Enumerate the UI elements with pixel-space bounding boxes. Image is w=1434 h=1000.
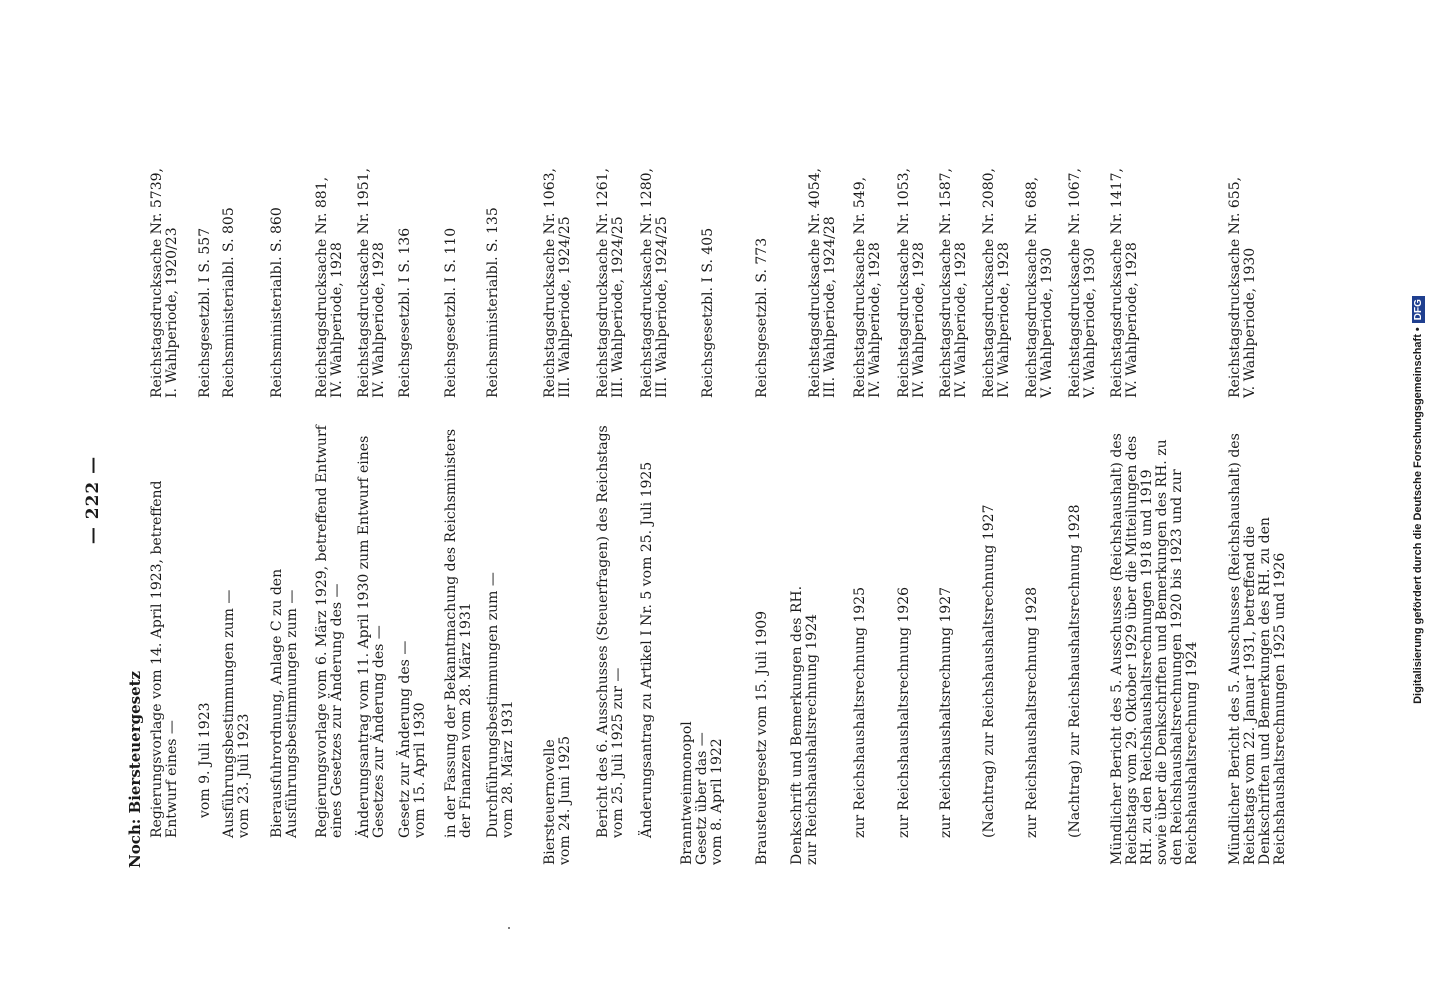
entry-title: Bericht des 6. Ausschusses (Steuerfragen) des Reichstags vom 25. Juli 1925 zur — (595, 425, 626, 838)
section-heading: Noch: Biersteuergesetz (126, 670, 144, 868)
entry-reference: Reichstagsdrucksache Nr. 1261, III. Wahlperiode, 1924/25 (595, 168, 626, 398)
entry-title: (Nachtrag) zur Reichshaushaltsrechnung 1928 (1067, 504, 1083, 838)
entry-reference: Reichstagsdrucksache Nr. 1280, III. Wahlperiode, 1924/25 (639, 168, 670, 398)
entry-reference: Reichsministerialbl. S. 805 (221, 207, 237, 398)
entry-title: (Nachtrag) zur Reichshaushaltsrechnung 1927 (981, 504, 997, 838)
page-number: — 222 — (83, 455, 103, 545)
entry-reference: Reichsgesetzbl. I S. 557 (197, 227, 213, 398)
entry-reference: Reichsministerialbl. S. 860 (269, 207, 285, 398)
scan-speck (508, 927, 510, 929)
entry-reference: Reichstagsdrucksache Nr. 1067, V. Wahlperiode, 1930 (1067, 168, 1098, 398)
entry-reference: Reichstagsdrucksache Nr. 1951, IV. Wahlperiode, 1928 (356, 168, 387, 398)
entry-title: Änderungsantrag zu Artikel I Nr. 5 vom 25. Juli 1925 (639, 461, 655, 838)
entry-title: zur Reichshaushaltsrechnung 1927 (938, 586, 954, 838)
entry-title: Mündlicher Bericht des 5. Ausschusses (Reichshaushalt) des Reichstags vom 22. Januar 1931, betreffend die Denkschriften und Bemerkungen des RH. zu den Reichshaushaltsrechnungen 1925 und 1926 (1227, 433, 1288, 865)
entry-reference: Reichstagsdrucksache Nr. 5739, I. Wahlperiode, 1920/23 (149, 168, 180, 398)
entry-reference: Reichstagsdrucksache Nr. 688, V. Wahlperiode, 1930 (1024, 176, 1055, 398)
entry-reference: Reichsministerialbl. S. 135 (485, 207, 501, 398)
entry-title: vom 9. Juli 1923 (197, 702, 213, 818)
entry-title: Denkschrift und Bemerkungen des RH. zur Reichshaushaltsrechnung 1924 (789, 585, 820, 865)
entry-reference: Reichsgesetzbl. I S. 110 (443, 227, 459, 398)
entry-title: Regierungsvorlage vom 14. April 1923, betreffend Entwurf eines — (149, 480, 180, 838)
entry-title: Ausführungsbestimmungen zum — vom 23. Juli 1923 (221, 589, 252, 838)
entry-title: Branntweinmonopol Gesetz über das — vom 8. April 1922 (679, 721, 725, 865)
entry-title: Gesetz zur Änderung des — vom 15. April 1930 (397, 640, 428, 838)
dfg-logo: DFG (1412, 296, 1425, 323)
entry-reference: Reichstagsdrucksache Nr. 881, IV. Wahlperiode, 1928 (314, 176, 345, 398)
entry-title: Mündlicher Bericht des 5. Ausschusses (Reichshaushalt) des Reichstags vom 29. Oktober 1929 über die Mitteilungen des RH. zu den Reichshaushaltsrechnungen 1918 und 1919 sowie über die Denkschriften und Bemerkungen des RH. zu den Reichshaushaltsrechnungen 1920 bis 1923 und zur Reichshaushaltsrechnung 1924 (1109, 433, 1200, 865)
entry-reference: Reichsgesetzbl. S. 773 (754, 237, 770, 398)
entry-title: in der Fassung der Bekanntmachung des Reichsministers der Finanzen vom 28. März 1931 (443, 428, 474, 838)
entry-title: Bierausfuhrordnung, Anlage C zu den Ausführungsbestimmungen zum — (269, 568, 300, 838)
entry-title: zur Reichshaushaltsrechnung 1925 (852, 586, 868, 838)
entry-reference: Reichstagsdrucksache Nr. 549, IV. Wahlperiode, 1928 (852, 176, 883, 398)
digitization-credit (1412, 0, 1425, 1000)
entry-title: zur Reichshaushaltsrechnung 1926 (896, 586, 912, 838)
entry-title: Brausteuergesetz vom 15. Juli 1909 (754, 610, 770, 865)
entry-title: Änderungsantrag vom 11. April 1930 zum Entwurf eines Gesetzes zur Änderung des — (356, 435, 387, 838)
entry-title: Regierungsvorlage vom 6. März 1929, betreffend Entwurf eines Gesetzes zur Änderung des — (314, 425, 345, 838)
entry-reference: Reichsgesetzbl. I S. 405 (700, 227, 716, 398)
entry-reference: Reichstagsdrucksache Nr. 1417, IV. Wahlperiode, 1928 (1109, 168, 1140, 398)
entry-reference: Reichstagsdrucksache Nr. 4054, III. Wahlperiode, 1924/28 (807, 168, 838, 398)
entry-title: Durchführungsbestimmungen zum — vom 28. März 1931 (485, 572, 516, 838)
entry-reference: Reichstagsdrucksache Nr. 655, V. Wahlperiode, 1930 (1227, 176, 1258, 398)
entry-reference: Reichstagsdrucksache Nr. 2080, IV. Wahlperiode, 1928 (981, 168, 1012, 398)
entry-reference: Reichstagsdrucksache Nr. 1063, III. Wahlperiode, 1924/25 (542, 168, 573, 398)
entry-reference: Reichsgesetzbl. I S. 136 (397, 227, 413, 398)
entry-title: zur Reichshaushaltsrechnung 1928 (1024, 586, 1040, 838)
entry-reference: Reichstagsdrucksache Nr. 1587, IV. Wahlperiode, 1928 (938, 168, 969, 398)
credit-text: Digitalisierung gefördert durch die Deutsche Forschungsgemeinschaft • (1412, 327, 1424, 704)
entry-reference: Reichstagsdrucksache Nr. 1053, IV. Wahlperiode, 1928 (896, 168, 927, 398)
entry-title: Biersteuernovelle vom 24. Juni 1925 (542, 736, 573, 865)
